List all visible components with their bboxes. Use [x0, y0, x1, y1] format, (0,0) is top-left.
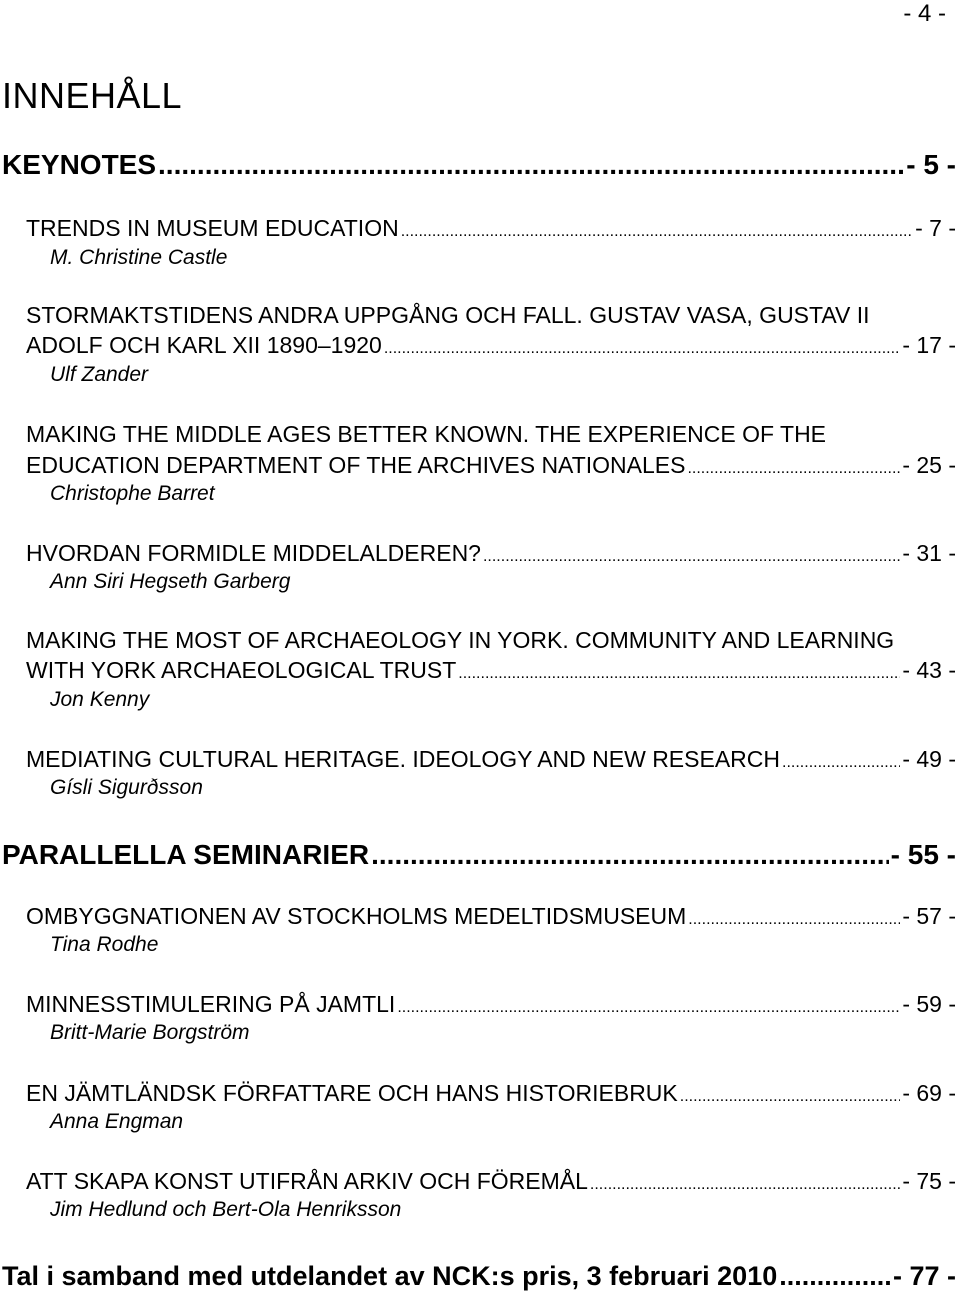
entry-author: Ann Siri Hegseth Garberg: [50, 570, 291, 593]
entry-page: - 43 -: [902, 657, 956, 683]
page-number: - 4 -: [903, 0, 946, 27]
entry-page: - 75 -: [902, 1168, 956, 1194]
toc-entry[interactable]: [26, 744, 956, 778]
dot-leader: [371, 838, 889, 872]
section-heading: KEYNOTES: [2, 149, 157, 180]
entry-page: - 25 -: [902, 452, 956, 478]
page-title: INNEHÅLL: [2, 75, 183, 116]
entry-title-line1[interactable]: STORMAKTSTIDENS ANDRA UPPGÅNG OCH FALL. GUSTAV VASA, GUSTAV II: [26, 302, 870, 328]
toc-entry[interactable]: [26, 655, 956, 689]
entry-title: EDUCATION DEPARTMENT OF THE ARCHIVES NATIONALES: [26, 452, 686, 478]
dot-leader: [397, 993, 900, 1023]
entry-title: MEDIATING CULTURAL HERITAGE. IDEOLOGY AND NEW RESEARCH: [26, 746, 781, 772]
toc-entry[interactable]: [26, 1078, 956, 1112]
toc-entry[interactable]: [26, 213, 956, 247]
dot-leader: [401, 217, 913, 247]
entry-page: - 49 -: [902, 746, 956, 772]
entry-page: - 77 -: [892, 1261, 956, 1291]
entry-page: - 17 -: [902, 332, 956, 358]
entry-title-line1[interactable]: MAKING THE MOST OF ARCHAEOLOGY IN YORK. COMMUNITY AND LEARNING: [26, 627, 895, 653]
entry-author: Gísli Sigurðsson: [50, 776, 203, 799]
dot-leader: [384, 334, 900, 364]
dot-leader: [590, 1170, 900, 1200]
toc-entry-final[interactable]: [2, 1259, 956, 1293]
dot-leader: [483, 542, 900, 572]
entry-title: ADOLF OCH KARL XII 1890–1920: [26, 332, 382, 358]
entry-page: - 59 -: [902, 991, 956, 1017]
entry-author: Britt-Marie Borgström: [50, 1021, 250, 1044]
toc-entry[interactable]: [26, 330, 956, 364]
entry-author: Ulf Zander: [50, 363, 149, 386]
entry-author: Jim Hedlund och Bert-Ola Henriksson: [50, 1198, 402, 1221]
entry-author: Jon Kenny: [50, 688, 150, 711]
toc-section-keynotes[interactable]: [2, 148, 956, 182]
toc-entry[interactable]: [26, 1166, 956, 1200]
entry-title: ATT SKAPA KONST UTIFRÅN ARKIV OCH FÖREMÅL: [26, 1168, 588, 1194]
entry-title: MINNESSTIMULERING PÅ JAMTLI: [26, 991, 396, 1017]
dot-leader: [782, 748, 900, 778]
entry-author: M. Christine Castle: [50, 246, 228, 269]
dot-leader: [687, 454, 900, 484]
entry-title: EN JÄMTLÄNDSK FÖRFATTARE OCH HANS HISTORIEBRUK: [26, 1080, 678, 1106]
dot-leader: [779, 1259, 891, 1293]
toc-entry[interactable]: [26, 450, 956, 484]
entry-author: Tina Rodhe: [50, 933, 159, 956]
entry-page: - 7 -: [915, 215, 956, 241]
entry-title: TRENDS IN MUSEUM EDUCATION: [26, 215, 399, 241]
entry-author: Christophe Barret: [50, 482, 215, 505]
entry-title: Tal i samband med utdelandet av NCK:s pris, 3 februari 2010: [2, 1261, 778, 1291]
entry-title: OMBYGGNATIONEN AV STOCKHOLMS MEDELTIDSMUSEUM: [26, 903, 687, 929]
toc-entry[interactable]: [26, 901, 956, 935]
dot-leader: [688, 905, 900, 935]
toc-entry[interactable]: [26, 538, 956, 572]
section-heading: PARALLELLA SEMINARIER: [2, 839, 370, 870]
toc-section-parallella-seminarier[interactable]: [2, 838, 956, 872]
entry-page: - 69 -: [902, 1080, 956, 1106]
entry-page: - 31 -: [902, 540, 956, 566]
entry-page: - 57 -: [902, 903, 956, 929]
toc-entry[interactable]: [26, 989, 956, 1023]
section-page: - 5 -: [906, 149, 956, 180]
dot-leader: [158, 148, 904, 182]
entry-title-line1[interactable]: MAKING THE MIDDLE AGES BETTER KNOWN. THE EXPERIENCE OF THE: [26, 421, 827, 447]
entry-author: Anna Engman: [50, 1110, 184, 1133]
dot-leader: [680, 1082, 901, 1112]
dot-leader: [458, 659, 900, 689]
section-page: - 55 -: [890, 839, 956, 870]
entry-title: HVORDAN FORMIDLE MIDDELALDEREN?: [26, 540, 481, 566]
entry-title: WITH YORK ARCHAEOLOGICAL TRUST: [26, 657, 457, 683]
